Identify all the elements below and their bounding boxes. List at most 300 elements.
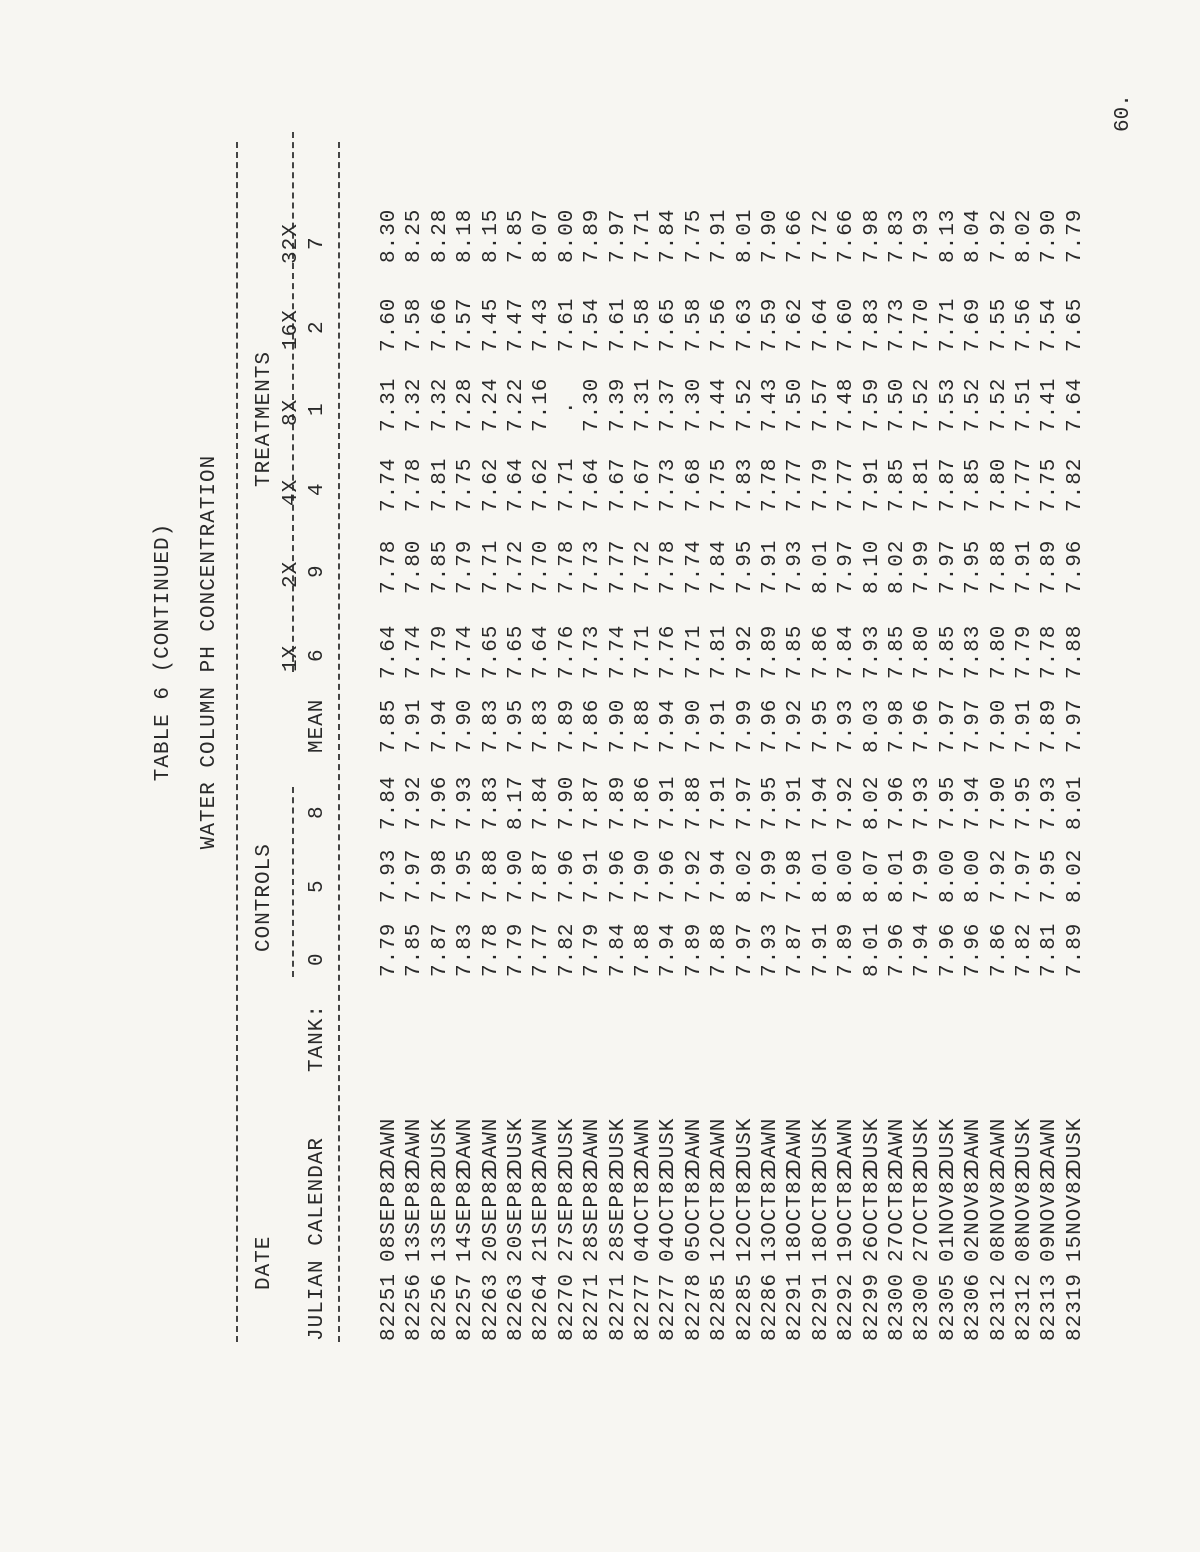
treatment-ph-cell: 7.70 [911,297,935,352]
treatment-ph-cell: 7.61 [606,297,630,352]
control-ph-cell: 7.86 [581,698,605,753]
calendar-date-cell: 13SEP82 [403,1166,427,1262]
control-ph-cell: 8.02 [860,775,884,830]
treatment-ph-cell: 8.10 [860,539,884,594]
table-row [962,0,987,1552]
treatment-ph-cell: 7.88 [1063,624,1087,679]
treatment-ph-cell: 7.74 [682,539,706,594]
control-ph-cell: 7.87 [530,848,554,903]
treatment-ph-cell: 7.30 [682,377,706,432]
table-row [1013,0,1038,1552]
treatment-ph-cell: 7.78 [555,539,579,594]
calendar-date-cell: 01NOV82 [936,1166,960,1262]
calendar-date-cell: 19OCT82 [835,1166,859,1262]
treatment-ph-cell: 7.66 [835,208,859,263]
header-treatment-dose: 4X [280,478,303,506]
table-row [784,0,809,1552]
control-ph-cell: 7.85 [403,922,427,977]
treatment-ph-cell: 7.16 [530,377,554,432]
control-ph-cell: 7.96 [428,775,452,830]
control-ph-cell: 8.02 [733,848,757,903]
control-ph-cell: 7.91 [657,775,681,830]
control-ph-cell: 7.85 [378,698,401,753]
treatment-ph-cell: 7.76 [657,624,681,679]
control-ph-cell: 7.92 [682,848,706,903]
julian-date-cell: 82263 [505,1272,528,1341]
treatment-ph-cell: 7.79 [809,457,833,512]
treatment-ph-cell: 7.60 [835,297,859,352]
julian-date-cell: 82312 [1013,1272,1036,1341]
treatment-ph-cell: 7.81 [911,457,935,512]
treatment-ph-cell: 7.85 [784,624,808,679]
time-of-day-cell: DUSK [555,1117,579,1172]
treatment-ph-cell: 7.79 [428,624,452,679]
treatment-ph-cell: 7.71 [632,624,655,679]
time-of-day-cell: DUSK [428,1117,452,1172]
control-ph-cell: 7.96 [555,848,579,903]
treatment-ph-cell: 7.84 [657,208,681,263]
julian-date-cell: 82264 [530,1272,554,1341]
control-ph-cell: 7.97 [733,775,757,830]
treatment-ph-cell: 7.47 [505,297,528,352]
treatment-ph-cell: 7.91 [708,208,732,263]
treatment-ph-cell: 7.91 [1013,539,1036,594]
page-number: 60. [1112,94,1135,132]
time-of-day-cell: DUSK [1063,1117,1087,1172]
header-control-tank-5: 5 [306,879,329,893]
calendar-date-cell: 20SEP82 [505,1166,528,1262]
treatment-ph-cell: 7.22 [505,377,528,432]
header-control-tank-0: 0 [306,952,329,966]
treatment-ph-cell: 7.76 [555,624,579,679]
treatment-ph-cell: 7.83 [733,457,757,512]
control-ph-cell: 7.96 [886,775,909,830]
table-row [886,0,911,1552]
treatment-ph-cell: 7.74 [403,624,427,679]
control-ph-cell: 7.89 [1063,922,1087,977]
treatment-ph-cell: 7.93 [784,539,808,594]
table-row [937,0,962,1552]
treatment-ph-cell: 7.85 [886,624,909,679]
treatment-ph-cell: 7.77 [1013,457,1036,512]
treatment-ph-cell: 7.54 [581,297,605,352]
header-tank-label: TANK: [306,1003,329,1072]
treatment-ph-cell: 8.02 [886,539,909,594]
control-ph-cell: 7.95 [454,848,478,903]
treatment-ph-cell: 7.64 [505,457,528,512]
treatment-ph-cell: 7.98 [860,208,884,263]
control-ph-cell: 7.94 [708,848,732,903]
treatment-ph-cell: 7.57 [809,377,833,432]
calendar-date-cell: 12OCT82 [733,1166,757,1262]
treatment-ph-cell: 7.70 [530,539,554,594]
treatment-ph-cell: 7.80 [987,624,1011,679]
control-ph-cell: 7.90 [606,698,630,753]
control-ph-cell: 7.97 [733,922,757,977]
treatment-ph-cell: 7.66 [784,208,808,263]
control-ph-cell: 7.82 [555,922,579,977]
treatment-ph-cell: 7.24 [479,377,503,432]
treatment-ph-cell: 7.68 [682,457,706,512]
control-ph-cell: 7.82 [1013,922,1036,977]
julian-date-cell: 82251 [378,1272,401,1341]
treatment-ph-cell: 7.57 [454,297,478,352]
treatment-ph-cell: 7.74 [378,457,401,512]
treatment-ph-cell: 7.90 [1038,208,1062,263]
treatment-ph-cell: 7.78 [759,457,782,512]
control-ph-cell: 7.89 [606,775,630,830]
header-rule-bottom [338,142,340,1342]
julian-date-cell: 82257 [454,1272,478,1341]
treatment-ph-cell: 7.72 [809,208,833,263]
table-row [734,0,759,1552]
treatment-ph-cell: 7.92 [987,208,1011,263]
control-ph-cell: 8.01 [886,848,909,903]
treatment-ph-cell: 7.60 [378,297,401,352]
time-of-day-cell: DAWN [759,1117,782,1172]
table-row [810,0,835,1552]
calendar-date-cell: 12OCT82 [708,1166,732,1262]
control-ph-cell: 7.93 [1038,775,1062,830]
treatment-ph-cell: 7.90 [759,208,782,263]
treatment-ph-cell: 7.65 [505,624,528,679]
control-ph-cell: 7.98 [886,698,909,753]
table-row [835,0,860,1552]
treatment-ph-cell: 7.80 [403,539,427,594]
treatment-ph-cell: 7.79 [454,539,478,594]
control-ph-cell: 7.90 [454,698,478,753]
control-ph-cell: 7.98 [428,848,452,903]
treatment-ph-cell: 7.86 [809,624,833,679]
julian-date-cell: 82300 [886,1272,909,1341]
treatment-ph-cell: 7.78 [657,539,681,594]
header-control-tank-8: 8 [306,805,329,819]
table-row [657,0,682,1552]
control-ph-cell: 7.84 [378,775,401,830]
treatment-ph-cell: 7.91 [860,457,884,512]
control-ph-cell: 7.99 [759,848,782,903]
header-treatments: TREATMENTS [253,350,276,487]
treatment-ph-cell: 7.44 [708,377,732,432]
treatment-ph-cell: 8.18 [454,208,478,263]
treatment-ph-cell: 7.66 [428,297,452,352]
treatment-ph-cell: 7.99 [911,539,935,594]
control-ph-cell: 7.83 [479,698,503,753]
treatment-ph-cell: 7.89 [1038,539,1062,594]
treatment-ph-cell: 7.56 [1013,297,1036,352]
control-ph-cell: 7.91 [708,698,732,753]
calendar-date-cell: 27OCT82 [886,1166,909,1262]
treatment-ph-cell: 7.88 [987,539,1011,594]
time-of-day-cell: DAWN [962,1117,986,1172]
control-ph-cell: 7.87 [581,775,605,830]
control-ph-cell: 7.91 [581,848,605,903]
table-row [581,0,606,1552]
treatment-ph-cell: 7.63 [733,297,757,352]
control-ph-cell: 7.97 [1013,848,1036,903]
calendar-date-cell: 28SEP82 [606,1166,630,1262]
table-row [480,0,505,1552]
treatment-ph-cell: 7.54 [1038,297,1062,352]
treatment-ph-cell: 7.77 [835,457,859,512]
control-ph-cell: 7.95 [1013,775,1036,830]
control-ph-cell: 7.83 [530,698,554,753]
treatment-ph-cell: 7.50 [886,377,909,432]
calendar-date-cell: 13SEP82 [428,1166,452,1262]
control-ph-cell: 7.78 [479,922,503,977]
calendar-date-cell: 08NOV82 [1013,1166,1036,1262]
treatment-ph-cell: 7.89 [581,208,605,263]
treatment-ph-cell: 7.61 [555,297,579,352]
treatment-ph-cell: 7.73 [581,539,605,594]
time-of-day-cell: DUSK [606,1117,630,1172]
julian-date-cell: 82312 [987,1272,1011,1341]
calendar-date-cell: 18OCT82 [784,1166,808,1262]
treatment-ph-cell: 7.58 [632,297,655,352]
treatment-ph-cell: 8.07 [530,208,554,263]
treatment-ph-cell: 8.30 [378,208,401,263]
header-treatment-dose: 1X [280,644,303,672]
treatment-ph-cell: 7.84 [708,539,732,594]
treatment-ph-cell: 7.53 [936,377,960,432]
control-ph-cell: 7.99 [733,698,757,753]
header-treatment-tank: 7 [306,236,329,250]
control-ph-cell: 7.97 [1063,698,1087,753]
treatment-ph-cell: 7.73 [657,457,681,512]
control-ph-cell: 8.00 [962,848,986,903]
control-ph-cell: 7.77 [530,922,554,977]
treatment-ph-cell: 7.73 [886,297,909,352]
calendar-date-cell: 14SEP82 [454,1166,478,1262]
treatment-ph-cell: 7.62 [784,297,808,352]
treatment-ph-cell: 8.00 [555,208,579,263]
time-of-day-cell: DAWN [632,1117,655,1172]
treatment-ph-cell: 7.85 [505,208,528,263]
julian-date-cell: 82286 [759,1272,782,1341]
treatment-ph-cell: 7.93 [860,624,884,679]
control-ph-cell: 7.84 [606,922,630,977]
julian-date-cell: 82319 [1063,1272,1087,1341]
treatment-ph-cell: 7.43 [759,377,782,432]
control-ph-cell: 7.93 [759,922,782,977]
treatment-ph-cell: 7.65 [1063,297,1087,352]
treatment-ph-cell: 7.30 [581,377,605,432]
treatment-ph-cell: 7.92 [733,624,757,679]
control-ph-cell: 8.00 [835,848,859,903]
control-ph-cell: 7.96 [962,922,986,977]
control-ph-cell: 7.87 [784,922,808,977]
julian-date-cell: 82271 [606,1272,630,1341]
calendar-date-cell: 08NOV82 [987,1166,1011,1262]
julian-date-cell: 82270 [555,1272,579,1341]
treatment-ph-cell: 7.97 [936,539,960,594]
julian-date-cell: 82291 [784,1272,808,1341]
time-of-day-cell: DAWN [403,1117,427,1172]
control-ph-cell: 7.96 [606,848,630,903]
treatment-ph-cell: 7.28 [454,377,478,432]
treatment-ph-cell: 7.81 [428,457,452,512]
control-ph-cell: 7.92 [987,848,1011,903]
treatment-ph-cell: 7.83 [860,297,884,352]
treatment-ph-cell: 7.32 [428,377,452,432]
treatment-ph-cell: 7.72 [505,539,528,594]
control-ph-cell: 7.88 [708,922,732,977]
treatment-ph-cell: 7.59 [759,297,782,352]
treatment-ph-cell: 7.83 [886,208,909,263]
treatment-ph-cell: 7.48 [835,377,859,432]
treatment-ph-cell: 7.83 [962,624,986,679]
control-ph-cell: 7.93 [835,698,859,753]
treatment-ph-cell: 7.85 [428,539,452,594]
table-row [429,0,454,1552]
treatment-ph-cell: 7.31 [378,377,401,432]
control-ph-cell: 7.95 [1038,848,1062,903]
header-julian-calendar: JULIAN CALENDAR [306,1136,329,1341]
control-ph-cell: 7.96 [911,698,935,753]
control-ph-cell: 8.07 [860,848,884,903]
treatment-ph-cell: 8.01 [809,539,833,594]
treatment-ph-cell: 7.64 [581,457,605,512]
treatment-ph-cell: 7.95 [962,539,986,594]
treatment-ph-cell: . [555,400,579,414]
treatment-ph-cell: 7.64 [378,624,401,679]
time-of-day-cell: DAWN [378,1117,401,1172]
control-ph-cell: 7.94 [962,775,986,830]
calendar-date-cell: 27SEP82 [555,1166,579,1262]
header-treatment-dose: 2X [280,560,303,588]
table-row [861,0,886,1552]
control-ph-cell: 8.03 [860,698,884,753]
julian-date-cell: 82305 [936,1272,960,1341]
table-row [607,0,632,1552]
treatment-ph-cell: 7.64 [809,297,833,352]
treatment-ph-cell: 7.62 [530,457,554,512]
header-treatment-dose: 8X [280,398,303,426]
control-ph-cell: 8.01 [809,848,833,903]
treatment-ph-cell: 7.79 [1063,208,1087,263]
control-ph-cell: 8.01 [860,922,884,977]
treatment-ph-cell: 7.50 [784,377,808,432]
control-ph-cell: 7.89 [682,922,706,977]
treatment-ph-cell: 7.67 [606,457,630,512]
julian-date-cell: 82299 [860,1272,884,1341]
calendar-date-cell: 15NOV82 [1063,1166,1087,1262]
time-of-day-cell: DAWN [784,1117,808,1172]
treatment-ph-cell: 7.41 [1038,377,1062,432]
treatment-ph-cell: 7.71 [632,208,655,263]
table-row [403,0,428,1552]
control-ph-cell: 7.95 [505,698,528,753]
treatment-ph-cell: 7.37 [657,377,681,432]
control-ph-cell: 7.89 [555,698,579,753]
time-of-day-cell: DUSK [657,1117,681,1172]
treatment-ph-cell: 7.97 [835,539,859,594]
treatment-ph-cell: 7.56 [708,297,732,352]
header-treatment-dose: 32X [280,223,303,264]
treatment-ph-cell: 7.85 [886,457,909,512]
time-of-day-cell: DUSK [911,1117,935,1172]
julian-date-cell: 82313 [1038,1272,1062,1341]
control-ph-cell: 7.86 [987,922,1011,977]
control-ph-cell: 7.81 [1038,922,1062,977]
treatment-ph-cell: 8.02 [1013,208,1036,263]
treatment-ph-cell: 7.43 [530,297,554,352]
julian-date-cell: 82291 [809,1272,833,1341]
calendar-date-cell: 09NOV82 [1038,1166,1062,1262]
control-ph-cell: 7.92 [835,775,859,830]
header-treatment-tank: 2 [306,320,329,334]
treatment-ph-cell: 7.62 [479,457,503,512]
control-ph-cell: 7.95 [936,775,960,830]
control-ph-cell: 7.93 [911,775,935,830]
treatment-ph-cell: 7.64 [1063,377,1087,432]
calendar-date-cell: 05OCT82 [682,1166,706,1262]
header-controls: CONTROLS [253,843,276,952]
control-ph-cell: 7.91 [784,775,808,830]
controls-group-rule [292,787,294,977]
treatment-ph-cell: 7.96 [1063,539,1087,594]
table-row [454,0,479,1552]
treatment-ph-cell: 7.58 [682,297,706,352]
control-ph-cell: 7.98 [784,848,808,903]
control-ph-cell: 8.00 [936,848,960,903]
control-ph-cell: 7.88 [682,775,706,830]
treatment-ph-cell: 7.87 [936,457,960,512]
treatment-ph-cell: 7.97 [606,208,630,263]
header-treatment-tank: 9 [306,564,329,578]
treatment-ph-cell: 7.91 [759,539,782,594]
control-ph-cell: 7.97 [403,848,427,903]
control-ph-cell: 7.93 [454,775,478,830]
control-ph-cell: 7.89 [835,922,859,977]
header-treatment-tank: 1 [306,402,329,416]
treatment-ph-cell: 7.80 [987,457,1011,512]
header-control-mean: MEAN [306,698,329,753]
control-ph-cell: 7.86 [632,775,655,830]
control-ph-cell: 7.91 [403,698,427,753]
treatment-ph-cell: 7.81 [708,624,732,679]
table-row [1064,0,1089,1552]
control-ph-cell: 7.88 [479,848,503,903]
treatment-ph-cell: 7.71 [682,624,706,679]
control-ph-cell: 7.83 [479,775,503,830]
treatment-ph-cell: 7.65 [657,297,681,352]
treatment-ph-cell: 7.52 [962,377,986,432]
control-ph-cell: 7.94 [657,922,681,977]
time-of-day-cell: DUSK [733,1117,757,1172]
control-ph-cell: 7.96 [759,698,782,753]
treatment-ph-cell: 8.25 [403,208,427,263]
control-ph-cell: 7.96 [936,922,960,977]
treatment-ph-cell: 7.52 [733,377,757,432]
julian-date-cell: 82285 [733,1272,757,1341]
treatment-ph-cell: 7.75 [708,457,732,512]
treatment-ph-cell: 7.78 [1038,624,1062,679]
treatment-ph-cell: 7.39 [606,377,630,432]
control-ph-cell: 7.91 [708,775,732,830]
control-ph-cell: 7.95 [809,698,833,753]
control-ph-cell: 7.90 [987,775,1011,830]
calendar-date-cell: 28SEP82 [581,1166,605,1262]
treatment-ph-cell: 7.69 [962,297,986,352]
control-ph-cell: 8.01 [1063,775,1087,830]
julian-date-cell: 82306 [962,1272,986,1341]
calendar-date-cell: 21SEP82 [530,1166,554,1262]
control-ph-cell: 7.90 [505,848,528,903]
julian-date-cell: 82292 [835,1272,859,1341]
time-of-day-cell: DUSK [936,1117,960,1172]
calendar-date-cell: 20SEP82 [479,1166,503,1262]
